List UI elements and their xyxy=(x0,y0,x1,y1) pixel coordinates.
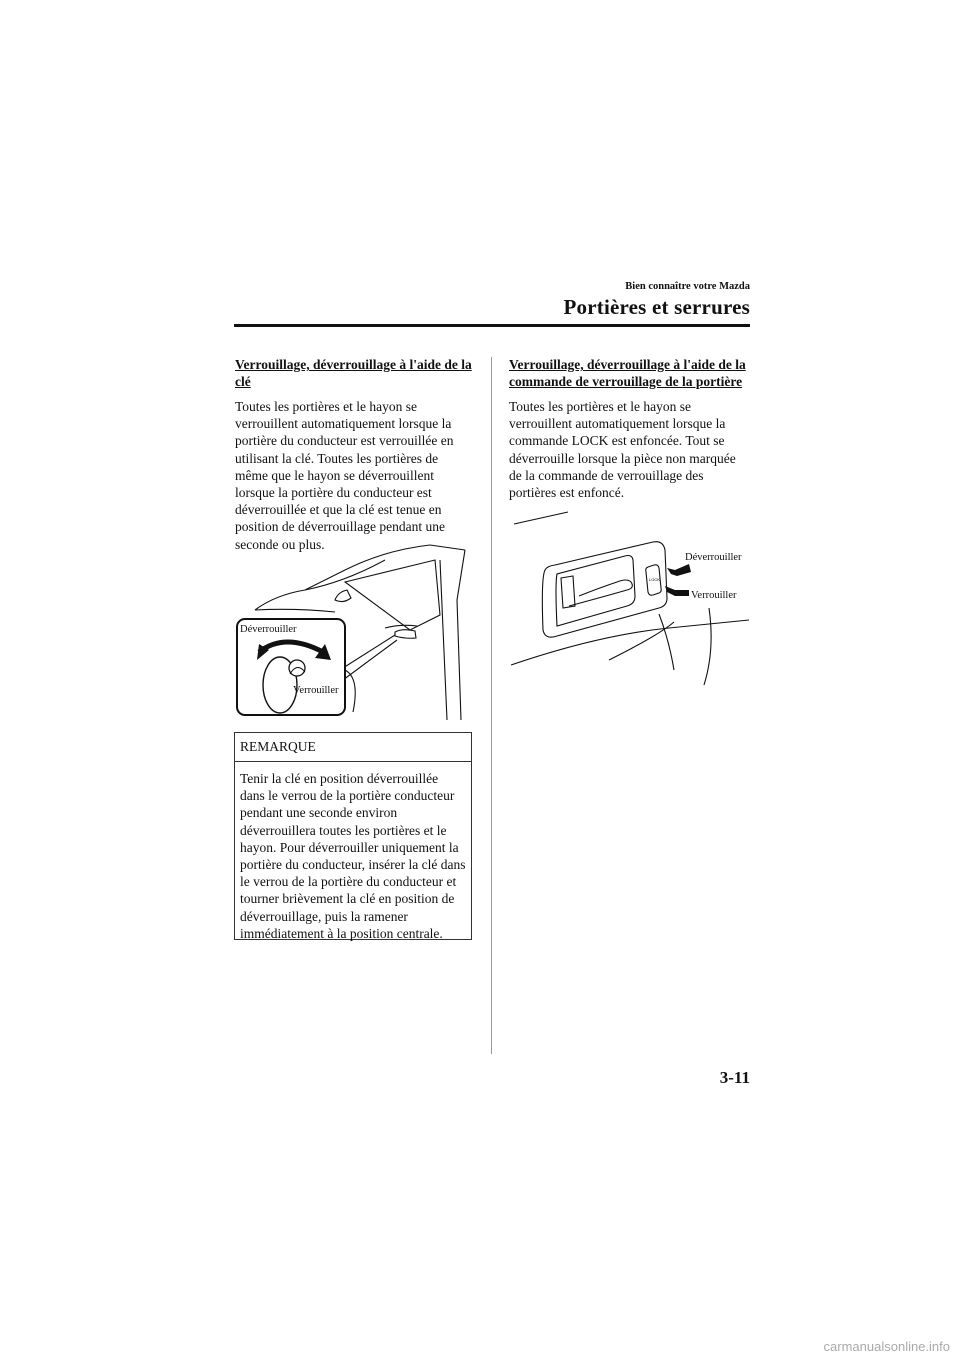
header-rule xyxy=(234,324,750,327)
figure-label-lock: Verrouiller xyxy=(293,685,339,696)
section-heading-key: Verrouillage, déverrouillage à l'aide de la clé xyxy=(235,357,472,389)
footer-watermark: carmanualsonline.info xyxy=(823,1339,950,1354)
note-heading: REMARQUE xyxy=(235,733,471,762)
section-paragraph-switch: Toutes les portières et le hayon se verrouillent automatiquement lorsque la commande LOCK est enfoncée. Tout se déverrouille lorsque la pièce non marquée de la commande de verrouillage des portières est enfoncé. xyxy=(509,399,736,501)
door-switch-illustration xyxy=(509,510,750,690)
key-lock-illustration xyxy=(235,540,475,720)
section-paragraph-key: Toutes les portières et le hayon se verrouillent automatiquement lorsque la portière du conducteur est verrouillée en utilisant la clé. Toutes les portières de même que le hayon se déverrouillent lorsque la portière du conducteur est déverrouillée et que la clé est tenue en position de déverrouillage pendant une seconde ou plus. xyxy=(235,399,454,552)
figure-label-unlock: Déverrouiller xyxy=(240,624,297,635)
lock-arrow xyxy=(665,586,689,596)
page-title: Portières et serrures xyxy=(563,295,750,319)
section-heading-switch: Verrouillage, déverrouillage à l'aide de la commande de verrouillage de la portière xyxy=(509,357,746,389)
header-section-name: Bien connaître votre Mazda xyxy=(625,281,750,292)
unlock-arrow xyxy=(667,564,691,576)
column-divider xyxy=(491,357,492,1054)
right-column xyxy=(509,356,750,501)
page-number: 3-11 xyxy=(719,1068,750,1087)
note-text: Tenir la clé en position déverrouillée dans le verrou de la portière conducteur pendant une seconde environ déverrouillera toutes les portières et le hayon. Pour déverrouiller uniquement la portière du conducteur, insérer la clé dans le verrou de la portière du conducteur et tourner brièvement la clé en position de déverrouillage, puis la ramener immédiatement à la position centrale. xyxy=(240,771,466,941)
figure-label-unlock: Déverrouiller xyxy=(685,552,742,563)
note-box xyxy=(234,732,472,940)
lock-switch-text: LOCK xyxy=(649,577,660,582)
left-column xyxy=(235,356,473,553)
figure-label-lock: Verrouiller xyxy=(691,590,737,601)
